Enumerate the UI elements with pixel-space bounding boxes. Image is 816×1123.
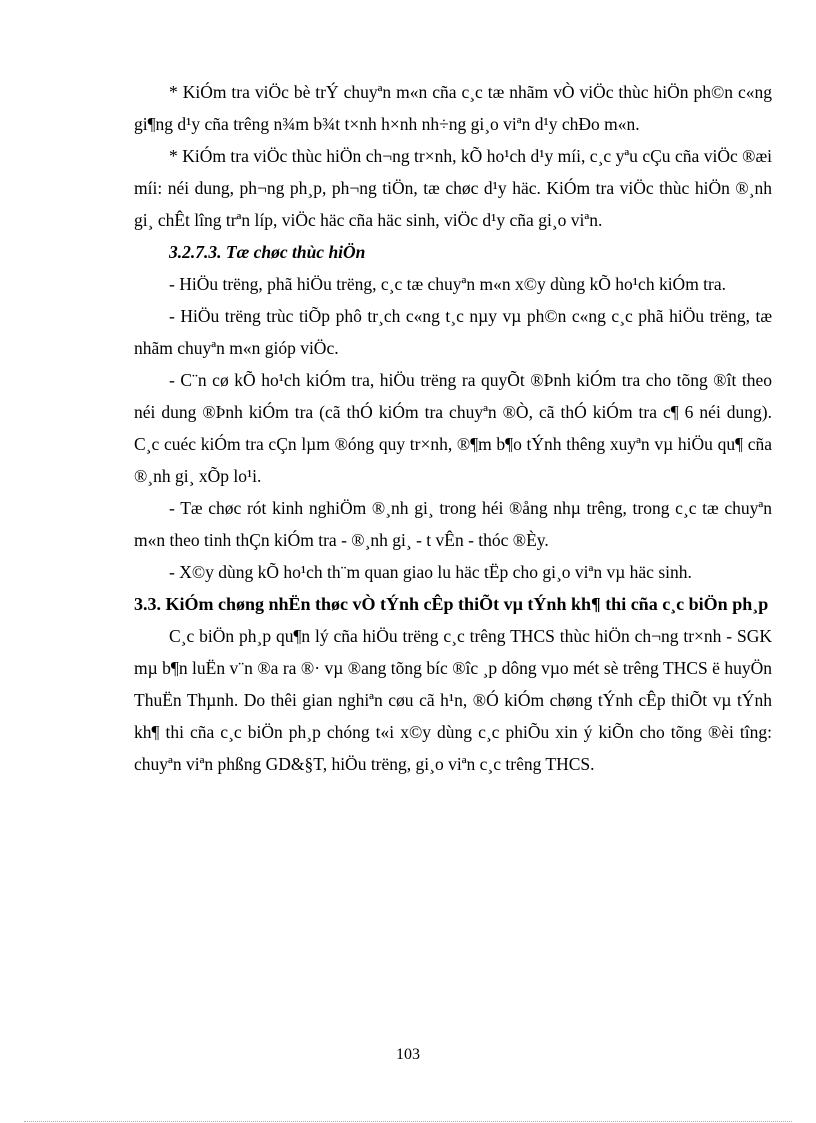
paragraph-measures: C¸c biÖn ph¸p qu¶n lý cña hiÖu trëng c¸c trêng THCS thùc hiÖn ch¬ng tr×nh - SGK mµ b¶n luËn v¨n ®a ra ®· vµ ®ang tõng bíc ®îc ¸p dông vµo mét sè trêng THCS ë huyÖn ThuËn Thµnh. Do thêi gian nghiªn cøu cã h¹n, ®Ó kiÓm chøng tÝnh cÊp thiÕt vµ tÝnh kh¶ thi cña c¸c biÖn ph¸p chóng t«i x©y dùng c¸c phiÕu xin ý kiÕn cho tõng ®èi tîng: chuyªn viªn phßng GD&§T, hiÖu trëng, gi¸o viªn c¸c trêng THCS. [134,626,772,774]
paragraph-experience: - Tæ chøc rót kinh nghiÖm ®¸nh gi¸ trong héi ®ång nhµ trêng, trong c¸c tæ chuyªn m«n theo tinh thÇn kiÓm tra - ®¸nh gi¸ - t vÊn - thóc ®Èy. [134,498,772,550]
section-heading-3-2-7-3: 3.2.7.3. Tæ chøc thùc hiÖn [169,242,366,262]
document-body [134,76,772,780]
paragraph-principal-direct: - HiÖu trëng trùc tiÕp phô tr¸ch c«ng t¸c nµy vµ ph©n c«ng c¸c phã hiÖu trëng, tæ nhãm chuyªn m«n gióp viÖc. [134,306,772,358]
section-heading-3-3: 3.3. KiÓm chøng nhËn thøc vÒ tÝnh cÊp thiÕt vµ tÝnh kh¶ thi cña c¸c biÖn ph¸p [134,594,769,614]
paragraph-principal-plan: - HiÖu trëng, phã hiÖu trëng, c¸c tæ chuyªn m«n x©y dùng kÕ ho¹ch kiÓm tra. [169,274,727,294]
page-bottom-divider [24,1121,792,1122]
paragraph-program-check: * KiÓm tra viÖc thùc hiÖn ch¬ng tr×nh, kÕ ho¹ch d¹y míi, c¸c yªu cÇu cña viÖc ®æi míi: néi dung, ph¬ng ph¸p, ph¬ng tiÖn, tæ chøc d¹y häc. KiÓm tra viÖc thùc hiÖn ®¸nh gi¸ chÊt lîng trªn líp, viÖc häc cña häc sinh, viÖc d¹y cña gi¸o viªn. [134,146,772,230]
paragraph-field-trip: - X©y dùng kÕ ho¹ch th¨m quan giao lu häc tËp cho gi¸o viªn vµ häc sinh. [169,562,692,582]
paragraph-inspection-plan: - C¨n cø kÕ ho¹ch kiÓm tra, hiÖu trëng ra quyÕt ®Þnh kiÓm tra cho tõng ®ît theo néi dung ®Þnh kiÓm tra (cã thÓ kiÓm tra chuyªn ®Ò, cã thÓ kiÓm tra c¶ 6 néi dung). C¸c cuéc kiÓm tra cÇn lµm ®óng quy tr×nh, ®¶m b¶o tÝnh thêng xuyªn vµ hiÖu qu¶ cña ®¸nh gi¸ xÕp lo¹i. [134,370,772,486]
paragraph-arrangement-check: * KiÓm tra viÖc bè trÝ chuyªn m«n cña c¸c tæ nhãm vÒ viÖc thùc hiÖn ph©n c«ng gi¶ng d¹y cña trêng n¾m b¾t t×nh h×nh nh÷ng gi¸o viªn d¹y chÐo m«n. [134,82,772,134]
page-number: 103 [396,1046,420,1063]
